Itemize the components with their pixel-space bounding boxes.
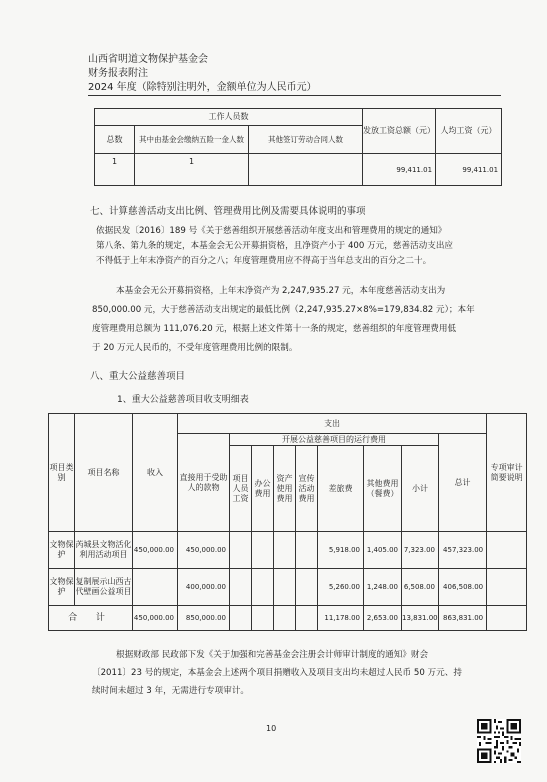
table-row — [49, 569, 527, 606]
sum-promo — [296, 606, 318, 631]
staff-avg: 99,411.01 — [436, 154, 502, 186]
paragraph-line: 850,000.00 元，大于慈善活动支出规定的最低比例（2,247,935.27×8%=179,834.82 元）；本年 — [92, 305, 475, 315]
row-other: 1,405.00 — [364, 532, 402, 569]
staff-salary: 99,411.01 — [363, 154, 436, 186]
staff-table — [94, 108, 502, 186]
sum-office — [252, 606, 274, 631]
avg-salary-header: 人均工资（元） — [436, 109, 502, 154]
row-office — [252, 569, 274, 606]
row-asset — [274, 569, 296, 606]
period-note: 2024 年度（除特别注明外，金额单位为人民币元） — [88, 82, 317, 93]
row-category: 文物保护 — [49, 569, 75, 606]
row-subtotal: 6,508.00 — [402, 569, 439, 606]
staff-group-header: 工作人员数 — [95, 109, 363, 126]
row-promo — [296, 532, 318, 569]
subtotal-header: 小计 — [402, 446, 439, 532]
audit-header: 专项审计简要说明 — [487, 414, 527, 532]
row-audit — [487, 532, 527, 569]
project-table — [48, 413, 527, 631]
row-name: 芮城县文物活化利用活动项目 — [75, 532, 133, 569]
total-header: 总数 — [95, 126, 135, 154]
row-office — [252, 532, 274, 569]
office-header: 办公费用 — [252, 446, 274, 532]
expense-header: 支出 — [178, 414, 487, 434]
asset-header: 资产使用费用 — [274, 446, 296, 532]
qr-code — [477, 719, 521, 763]
header-rule — [88, 95, 501, 96]
row-staff-wage — [230, 532, 252, 569]
category-header: 项目类别 — [49, 414, 75, 532]
insured-header: 其中由基金会缴纳五险一金人数 — [135, 126, 249, 154]
row-category: 文物保护 — [49, 532, 75, 569]
sum-subtotal: 13,831.00 — [402, 606, 439, 631]
other-header: 其他费用（餐费） — [364, 446, 402, 532]
row-promo — [296, 569, 318, 606]
staff-contract — [249, 154, 363, 186]
sum-asset — [274, 606, 296, 631]
staff-total: 1 — [95, 154, 135, 186]
row-income — [133, 569, 178, 606]
row-total: 406,508.00 — [439, 569, 487, 606]
sum-other: 2,653.00 — [364, 606, 402, 631]
page-number: 10 — [266, 724, 277, 733]
paragraph-line: 本基金会无公开募捐资格，上年末净资产为 2,247,935.27 元，本年度慈善活动支出为 — [116, 286, 446, 296]
running-cost-header: 开展公益慈善项目的运行费用 — [230, 434, 439, 446]
promo-header: 宣传活动费用 — [296, 446, 318, 532]
sum-direct: 850,000.00 — [178, 606, 230, 631]
org-name: 山西省明道文物保护基金会 — [88, 54, 208, 65]
total-header: 总计 — [439, 434, 487, 532]
travel-header: 差旅费 — [318, 446, 364, 532]
sum-total: 863,831.00 — [439, 606, 487, 631]
direct-header: 直接用于受助人的款物 — [178, 434, 230, 532]
row-staff-wage — [230, 569, 252, 606]
row-name: 复制展示山西古代壁画公益项目 — [75, 569, 133, 606]
paragraph-line: 〔2011〕23 号的规定，本基金会上述两个项目捐赠收入及项目支出均未超过人民币 50 万元、持 — [92, 668, 462, 678]
paragraph-line: 不得低于上年末净资产的百分之八；年度管理费用应不得高于当年总支出的百分之二十。 — [96, 256, 432, 266]
row-income: 450,000.00 — [133, 532, 178, 569]
row-subtotal: 7,323.00 — [402, 532, 439, 569]
row-direct: 400,000.00 — [178, 569, 230, 606]
row-other: 1,248.00 — [364, 569, 402, 606]
sum-label: 合 计 — [49, 606, 133, 631]
row-asset — [274, 532, 296, 569]
sum-income: 450,000.00 — [133, 606, 178, 631]
staff-row — [95, 154, 502, 186]
name-header: 项目名称 — [75, 414, 133, 532]
contract-header: 其他签订劳动合同人数 — [249, 126, 363, 154]
section-7-heading: 七、计算慈善活动支出比例、管理费用比例及需要具体说明的事项 — [90, 206, 366, 217]
paragraph-line: 依据民发〔2016〕189 号《关于慈善组织开展慈善活动年度支出和管理费用的规定的通知》 — [96, 226, 447, 236]
income-header: 收入 — [133, 414, 178, 532]
salary-header: 发放工资总额（元） — [363, 109, 436, 154]
row-total: 457,323.00 — [439, 532, 487, 569]
row-travel: 5,918.00 — [318, 532, 364, 569]
row-travel: 5,260.00 — [318, 569, 364, 606]
section-8-heading: 八、重大公益慈善项目 — [90, 371, 186, 382]
staff-insured: 1 — [135, 154, 249, 186]
row-direct: 450,000.00 — [178, 532, 230, 569]
sum-travel: 11,178.00 — [318, 606, 364, 631]
sum-audit — [487, 606, 527, 631]
staff-wage-header: 项目人员工资 — [230, 446, 252, 532]
paragraph-line: 于 20 万元人民币的，不受年度管理费用比例的限制。 — [92, 343, 298, 353]
table-row — [49, 532, 527, 569]
doc-title: 财务报表附注 — [88, 68, 148, 79]
paragraph-line: 度管理费用总额为 111,076.20 元，根据上述文件第十一条的规定，慈善组织的年度管理费用低 — [92, 324, 457, 334]
sum-staff-wage — [230, 606, 252, 631]
paragraph-line: 续时间未超过 3 年，无需进行专项审计。 — [92, 686, 250, 696]
sum-row — [49, 606, 527, 631]
section-8-subheading: 1、重大公益慈善项目收支明细表 — [117, 395, 249, 405]
paragraph-line: 根据财政部 民政部下发《关于加强和完善基金会注册会计师审计制度的通知》财会 — [116, 650, 429, 660]
paragraph-line: 第八条、第九条的规定，本基金会无公开募捐资格，且净资产小于 400 万元，慈善活动支出应 — [96, 241, 454, 251]
row-audit — [487, 569, 527, 606]
